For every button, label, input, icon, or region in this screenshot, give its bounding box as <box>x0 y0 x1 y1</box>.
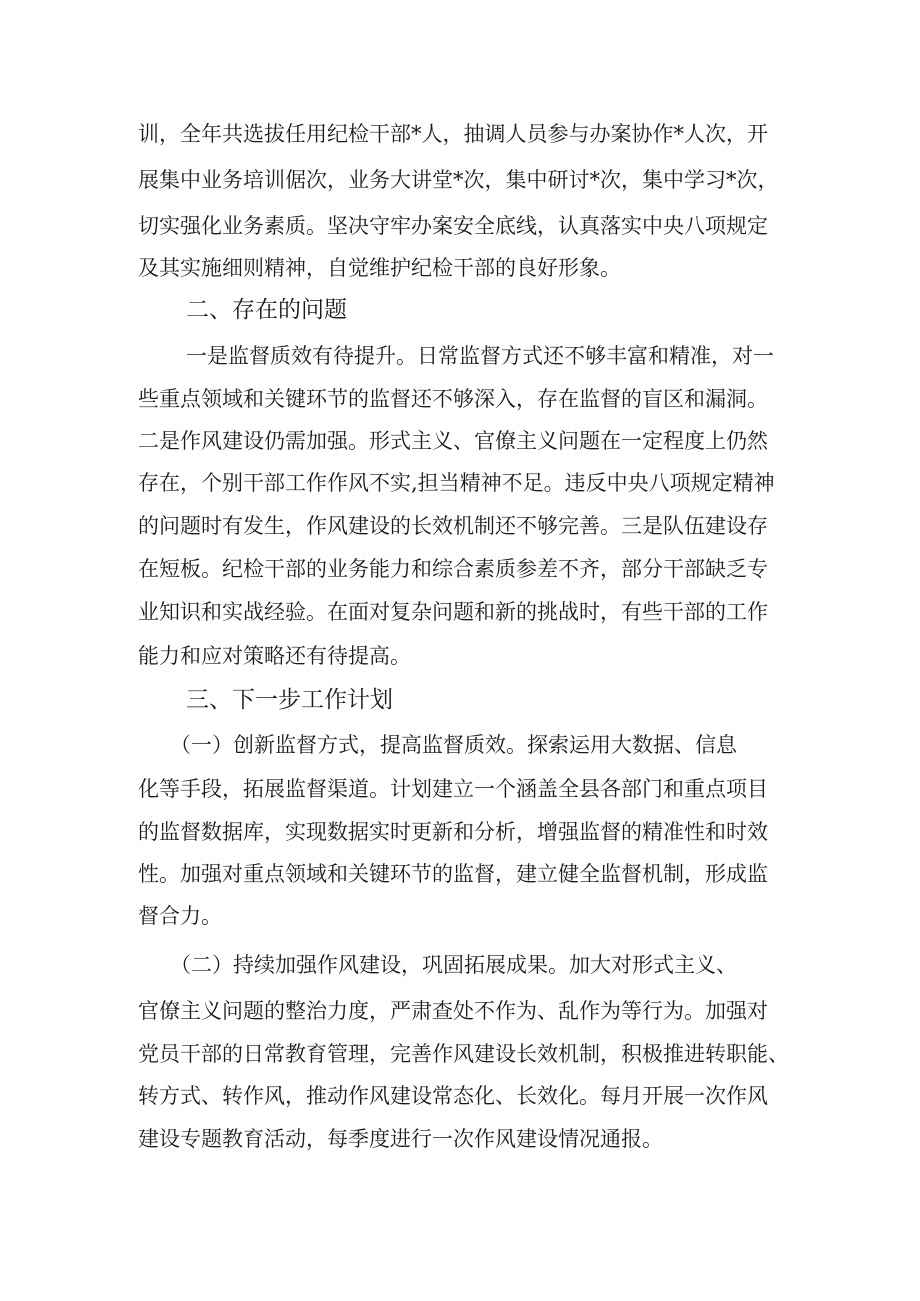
paragraph-line: 在短板。纪检干部的业务能力和综合素质参差不齐，部分干部缺乏专 <box>138 557 768 581</box>
paragraph-line: （二）持续加强作风建设，巩固拓展成果。加大对形式主义、 <box>170 953 737 977</box>
paragraph-line: 切实强化业务素质。坚决守牢办案安全底线，认真落实中央八项规定 <box>138 214 768 238</box>
paragraph-line: 督合力。 <box>138 904 222 928</box>
paragraph-line: 存在，个别干部工作作风不实,担当精神不足。违反中央八项规定精神 <box>138 471 775 495</box>
paragraph-line: 能力和应对策略还有待提高。 <box>138 644 411 668</box>
section-heading-problems: 二、存在的问题 <box>186 297 347 323</box>
paragraph-line: 化等手段，拓展监督渠道。计划建立一个涵盖全县各部门和重点项目 <box>138 777 768 801</box>
section-heading-next-steps: 三、下一步工作计划 <box>186 687 393 713</box>
paragraph-line: 训，全年共选拔任用纪检干部*人，抽调人员参与办案协作*人次，开 <box>138 122 768 146</box>
paragraph-line: 些重点领域和关键环节的监督还不够深入，存在监督的盲区和漏洞。 <box>138 387 768 411</box>
paragraph-line: 的监督数据库，实现数据实时更新和分析，增强监督的精准性和时效 <box>138 820 768 844</box>
paragraph-line: 二是作风建设仍需加强。形式主义、官僚主义问题在一定程度上仍然 <box>138 429 768 453</box>
paragraph-line: 党员干部的日常教育管理，完善作风建设长效机制，积极推进转职能、 <box>138 1042 789 1066</box>
paragraph-line: 官僚主义问题的整治力度，严肃查处不作为、乱作为等行为。加强对 <box>138 999 768 1023</box>
paragraph-line: 转方式、转作风，推动作风建设常态化、长效化。每月开展一次作风 <box>138 1084 768 1108</box>
paragraph-line: （一）创新监督方式，提高监督质效。探索运用大数据、信息 <box>170 733 737 757</box>
paragraph-line: 建设专题教育活动，每季度进行一次作风建设情况通报。 <box>138 1127 663 1151</box>
paragraph-line: 性。加强对重点领域和关键环节的监督，建立健全监督机制，形成监 <box>138 862 768 886</box>
paragraph-line: 的问题时有发生，作风建设的长效机制还不够完善。三是队伍建设存 <box>138 514 768 538</box>
paragraph-line: 业知识和实战经验。在面对复杂问题和新的挑战时，有些干部的工作 <box>138 600 768 624</box>
paragraph-line: 一是监督质效有待提升。日常监督方式还不够丰富和精准，对一 <box>186 344 774 368</box>
paragraph-line: 展集中业务培训倨次，业务大讲堂*次，集中研讨*次，集中学习*次， <box>138 168 779 192</box>
paragraph-line: 及其实施细则精神，自觉维护纪检干部的良好形象。 <box>138 256 621 280</box>
